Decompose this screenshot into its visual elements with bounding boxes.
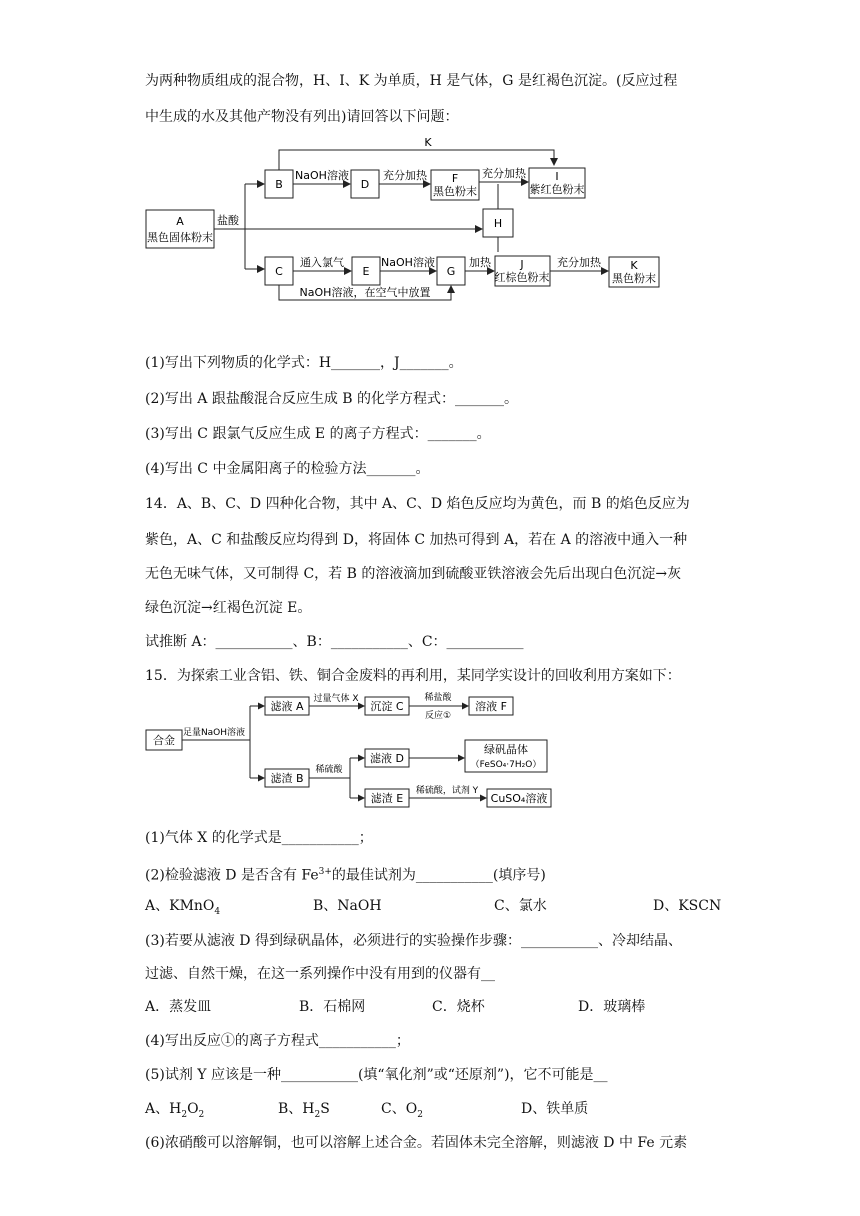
- box-F-label: F: [451, 172, 459, 185]
- box-cuso4-label: CuSO₄溶液: [490, 792, 548, 805]
- label-heat-1: 充分加热: [383, 169, 427, 182]
- box-A-label: A: [176, 215, 184, 228]
- question-15-4: (4)写出反应①的离子方程式___________；: [145, 1033, 410, 1049]
- box-green-vitriol-label: 绿矾晶体: [484, 743, 528, 756]
- label-reaction-1: 反应①: [424, 711, 452, 721]
- option-15-5-B: [278, 1099, 330, 1125]
- option-15-5-A: [145, 1099, 204, 1125]
- box-H-label: H: [493, 217, 503, 230]
- intro-line-1: 为两种物质组成的混合物，H、I、K 为单质，H 是气体，G 是红褐色沉淀。(反应过程: [145, 73, 678, 89]
- option-15-5-A-sub1: 2: [181, 1109, 188, 1120]
- box-F-desc: 黑色粉末: [433, 185, 477, 198]
- option-15-5-C: [381, 1099, 423, 1125]
- question-15-1: (1)气体 X 的化学式是___________；: [145, 830, 373, 846]
- label-h2so4-y: 稀硫酸，试剂 Y: [415, 786, 479, 796]
- option-15-2-B: B、NaOH: [313, 898, 382, 914]
- label-dilute-h2so4: 稀硫酸: [315, 765, 343, 775]
- label-heat-2: 充分加热: [482, 167, 526, 180]
- problem-14-line-1: 14．A、B、C、D 四种化合物，其中 A、C、D 焰色反应均为黄色，而 B 的焰色反应为: [145, 496, 690, 512]
- label-naoh-1: NaOH溶液: [295, 169, 349, 182]
- question-13-2: (2)写出 A 跟盐酸混合反应生成 B 的化学方程式：_______。: [145, 391, 519, 407]
- question-13-1: (1)写出下列物质的化学式：H_______，J_______。: [145, 355, 463, 371]
- label-naoh-excess: 足量NaOH溶液: [182, 728, 246, 738]
- option-15-3-A: A．蒸发皿: [145, 999, 212, 1015]
- problem-14-line-2: 紫色，A、C 和盐酸反应均得到 D，将固体 C 加热可得到 A，若在 A 的溶液中通入一种: [145, 532, 688, 548]
- problem-14-answer: 试推断 A：___________、B：___________、C：___________: [145, 634, 524, 650]
- box-A-desc: 黑色固体粉末: [147, 231, 213, 244]
- problem-14-line-3: 无色无味气体，又可制得 C，若 B 的溶液滴加到硫酸亚铁溶液会先后出现白色沉淀→灰: [145, 566, 682, 582]
- label-hcl: 盐酸: [217, 214, 239, 227]
- option-15-3-C: C．烧杯: [432, 999, 485, 1015]
- box-I-desc: 紫红色粉末: [529, 183, 585, 196]
- option-15-2-D: D、KSCN: [653, 898, 722, 914]
- box-J-desc: 红棕色粉末: [494, 271, 550, 284]
- option-15-5-A-mid: O: [187, 1101, 199, 1117]
- question-15-5: (5)试剂 Y 应该是一种___________(填“氧化剂”或“还原剂”)，它不可能是__: [145, 1067, 608, 1083]
- box-filtrate-A-label: 滤液 A: [270, 700, 304, 713]
- option-15-2-C: C、氯水: [494, 898, 547, 914]
- problem-15-intro: 15．为探索工业含铝、铁、铜合金废料的再利用，某同学实设计的回收利用方案如下：: [145, 668, 681, 684]
- label-K-top: K: [424, 136, 432, 149]
- question-15-3-line-2: 过滤、自然干燥，在这一系列操作中没有用到的仪器有__: [145, 966, 495, 982]
- box-K-label: K: [630, 259, 638, 272]
- option-15-3-B: B．石棉网: [299, 999, 366, 1015]
- label-gas-x: 过量气体 X: [313, 694, 359, 704]
- question-13-3: (3)写出 C 跟氯气反应生成 E 的离子方程式：_______。: [145, 426, 491, 442]
- box-residue-B-label: 滤渣 B: [270, 772, 304, 785]
- box-B-label: B: [275, 178, 283, 191]
- box-G-label: G: [446, 265, 456, 278]
- question-15-6: (6)浓硝酸可以溶解铜，也可以溶解上述合金。若固体未完全溶解，则滤液 D 中 Fe 元素: [145, 1135, 688, 1151]
- label-naoh-2: NaOH溶液: [381, 256, 435, 269]
- question-15-2-sup: 3+: [318, 867, 332, 877]
- label-heat-3: 加热: [469, 256, 491, 269]
- box-solution-F-label: 溶液 F: [475, 700, 507, 713]
- question-15-2-text-a: (2)检验滤液 D 是否含有 Fe: [145, 867, 319, 884]
- label-heat-4: 充分加热: [557, 256, 601, 269]
- option-15-2-A-sub: 4: [214, 906, 221, 917]
- option-15-3-D: D．玻璃棒: [578, 999, 646, 1015]
- question-15-2-text-b: 的最佳试剂为___________(填序号): [331, 867, 546, 884]
- question-15-3-line-1: (3)若要从滤液 D 得到绿矾晶体，必须进行的实验操作步骤：___________、冷却结晶、: [145, 933, 682, 949]
- box-I-label: I: [555, 170, 559, 183]
- label-dilute-hcl: 稀盐酸: [424, 693, 452, 703]
- box-alloy-label: 合金: [153, 734, 175, 747]
- box-residue-E-label: 滤渣 E: [370, 792, 404, 805]
- recycling-flowchart: [140, 688, 570, 818]
- option-15-2-A-text: A、KMnO: [145, 898, 215, 914]
- box-J-label: J: [520, 258, 524, 271]
- option-15-5-B-sub: 2: [314, 1109, 321, 1120]
- option-15-5-A-text: A、H: [145, 1101, 182, 1117]
- option-15-5-A-sub2: 2: [198, 1109, 205, 1120]
- box-C-label: C: [275, 265, 283, 278]
- option-15-2-A: [145, 896, 220, 922]
- box-green-vitriol-formula: （FeSO₄·7H₂O）: [470, 760, 542, 770]
- box-D-label: D: [360, 178, 370, 191]
- box-filtrate-D-label: 滤液 D: [370, 752, 404, 765]
- question-13-4: (4)写出 C 中金属阳离子的检验方法_______。: [145, 461, 430, 477]
- option-15-5-D: D、铁单质: [521, 1101, 589, 1117]
- problem-14-line-4: 绿色沉淀→红褐色沉淀 E。: [145, 600, 312, 616]
- intro-line-2: 中生成的水及其他产物没有列出)请回答以下问题：: [145, 109, 459, 125]
- label-cl2: 通入氯气: [300, 256, 344, 269]
- box-E-label: E: [362, 265, 370, 278]
- option-15-5-B-end: S: [320, 1101, 330, 1117]
- option-15-5-B-text: B、H: [278, 1101, 315, 1117]
- label-air: NaOH溶液，在空气中放置: [299, 286, 431, 299]
- reaction-flowchart: [140, 132, 680, 307]
- box-precipitate-C-label: 沉淀 C: [370, 700, 404, 713]
- option-15-5-C-sub: 2: [417, 1109, 423, 1120]
- question-15-2: [145, 862, 546, 886]
- option-15-5-C-text: C、O: [381, 1101, 418, 1117]
- box-K-desc: 黑色粉末: [612, 272, 656, 285]
